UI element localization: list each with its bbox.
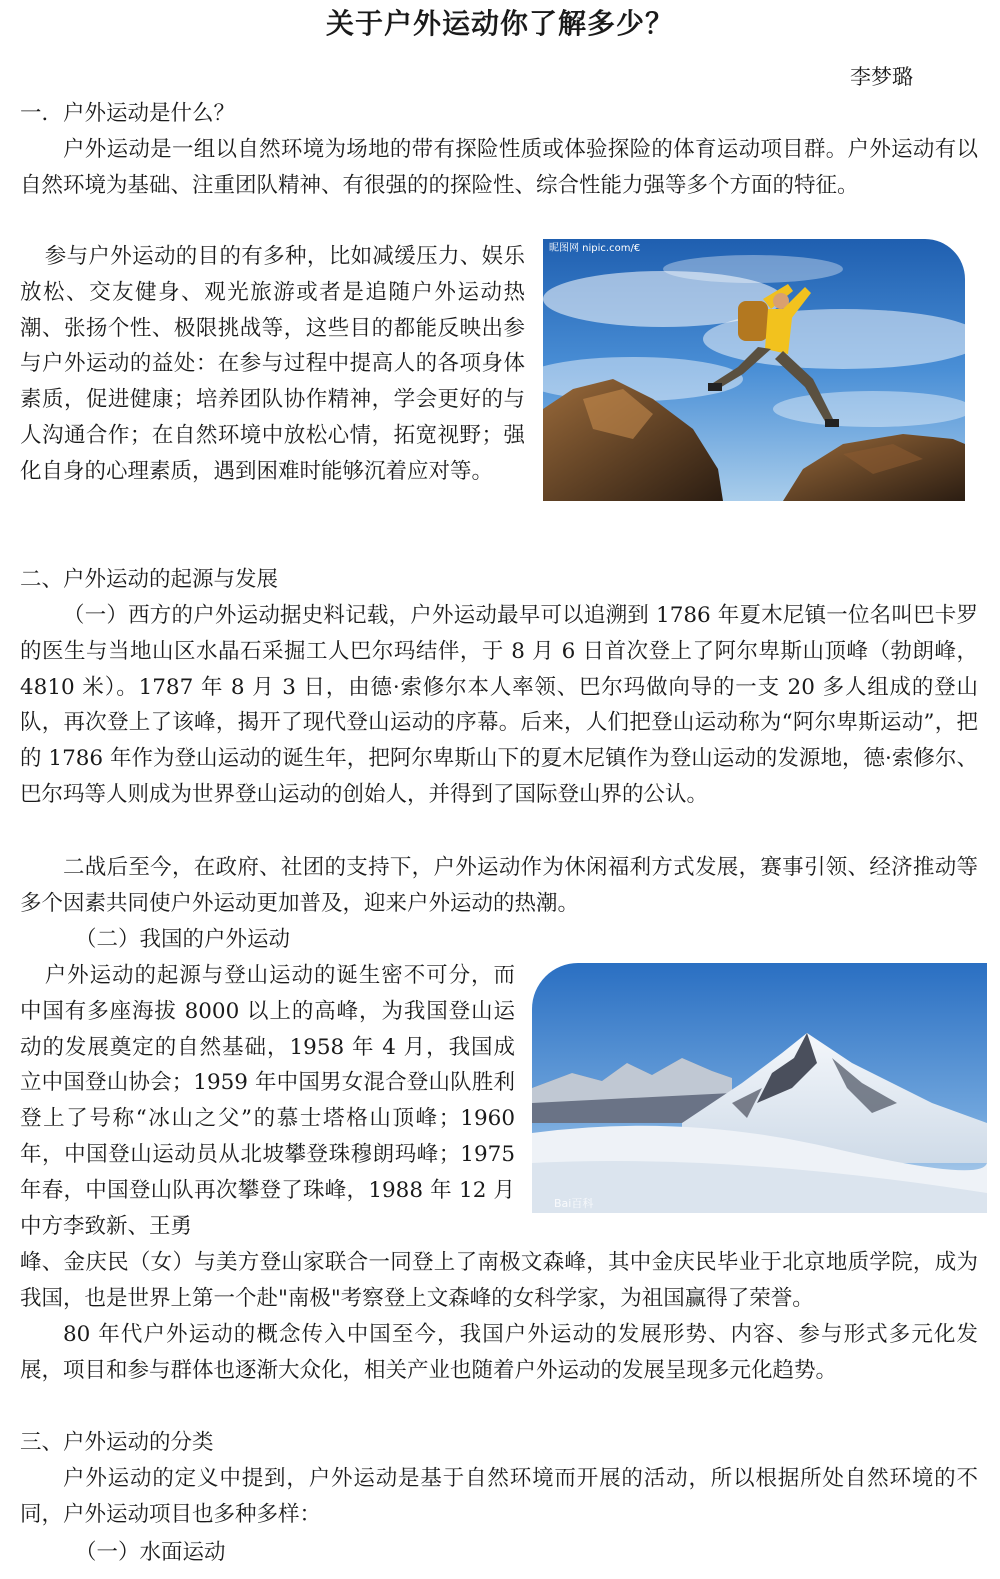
section1-paragraph-2: 参与户外运动的目的有多种，比如减缓压力、娱乐放松、交友健身、观光旅游或者是追随户外运动热潮、张扬个性、极限挑战等，这些目的都能反映出参与户外运动的益处：在参与过程中提高人的各项身体素质，促进健康；培养团队协作精神，学会更好的与人沟通合作；在自然环境中放松心情，拓宽视野；强化自身的心理素质，遇到困难时能够沉着应对等。	[20, 244, 525, 484]
photo-watermark: Bai百科	[554, 1197, 594, 1210]
section1-heading: 一．户外运动是什么？	[20, 101, 236, 126]
section2-paragraph-4: 80 年代户外运动的概念传入中国至今，我国户外运动的发展形势、内容、参与形式多元化发展，项目和参与群体也逐渐大众化，相关产业也随着户外运动的发展呈现多元化趋势。	[20, 1322, 978, 1383]
section2-paragraph-3: 户外运动的起源与登山运动的诞生密不可分，而中国有多座海拔 8000 以上的高峰，为我国登山运动的发展奠定的自然基础，1958 年 4 月，我国成立中国登山协会；1959 年中国男女混合登山队胜利登上了号称“冰山之父”的慕士塔格山顶峰；1960 年，中国登山运动员从北坡攀登珠穆朗玛峰；1975 年春，中国登山队再次攀登了珠峰，1988 年 12 月中方李致新、王勇	[20, 963, 515, 1239]
author-name: 李梦璐	[850, 65, 913, 89]
section2-paragraph-3-continued: 峰、金庆民（女）与美方登山家联合一同登上了南极文森峰，其中金庆民毕业于北京地质学院，成为我国，也是世界上第一个赴"南极"考察登上文森峰的女科学家，为祖国赢得了荣誉。	[20, 1250, 978, 1311]
jumping-hiker-photo	[543, 239, 965, 501]
section2-paragraph-1: （一）西方的户外运动据史料记载，户外运动最早可以追溯到 1786 年夏木尼镇一位名叫巴卡罗的医生与当地山区水晶石采掘工人巴尔玛结伴，于 8 月 6 日首次登上了阿尔卑斯山顶峰（勃朗峰，4810 米）。1787 年 8 月 3 日，由德·索修尔本人率领、巴尔玛做向导的一支 20 多人组成的登山队，再次登上了该峰，揭开了现代登山运动的序幕。后来，人们把登山运动称为“阿尔卑斯运动”，把的 1786 年作为登山运动的诞生年，把阿尔卑斯山下的夏木尼镇作为登山运动的发源地，德·索修尔、巴尔玛等人则成为世界登山运动的创始人，并得到了国际登山界的公认。	[20, 603, 978, 807]
section3-subheading: （一）水面运动	[75, 1540, 226, 1565]
section2-paragraph-2: 二战后至今，在政府、社团的支持下，户外运动作为休闲福利方式发展，赛事引领、经济推动等多个因素共同使户外运动更加普及，迎来户外运动的热潮。	[20, 855, 978, 916]
section3-heading: 三、户外运动的分类	[20, 1430, 214, 1455]
photo-watermark: 昵图网 nipic.com/€	[549, 243, 641, 254]
section2-heading: 二、户外运动的起源与发展	[20, 567, 279, 592]
section2-subheading: （二）我国的户外运动	[75, 927, 291, 952]
snow-mountain-photo	[532, 963, 987, 1213]
section1-paragraph-1: 户外运动是一组以自然环境为场地的带有探险性质或体验探险的体育运动项目群。户外运动有以自然环境为基础、注重团队精神、有很强的的探险性、综合性能力强等多个方面的特征。	[20, 137, 978, 198]
section3-paragraph-1: 户外运动的定义中提到，户外运动是基于自然环境而开展的活动，所以根据所处自然环境的不同，户外运动项目也多种多样：	[20, 1466, 978, 1527]
document-title: 关于户外运动你了解多少？	[325, 7, 674, 40]
